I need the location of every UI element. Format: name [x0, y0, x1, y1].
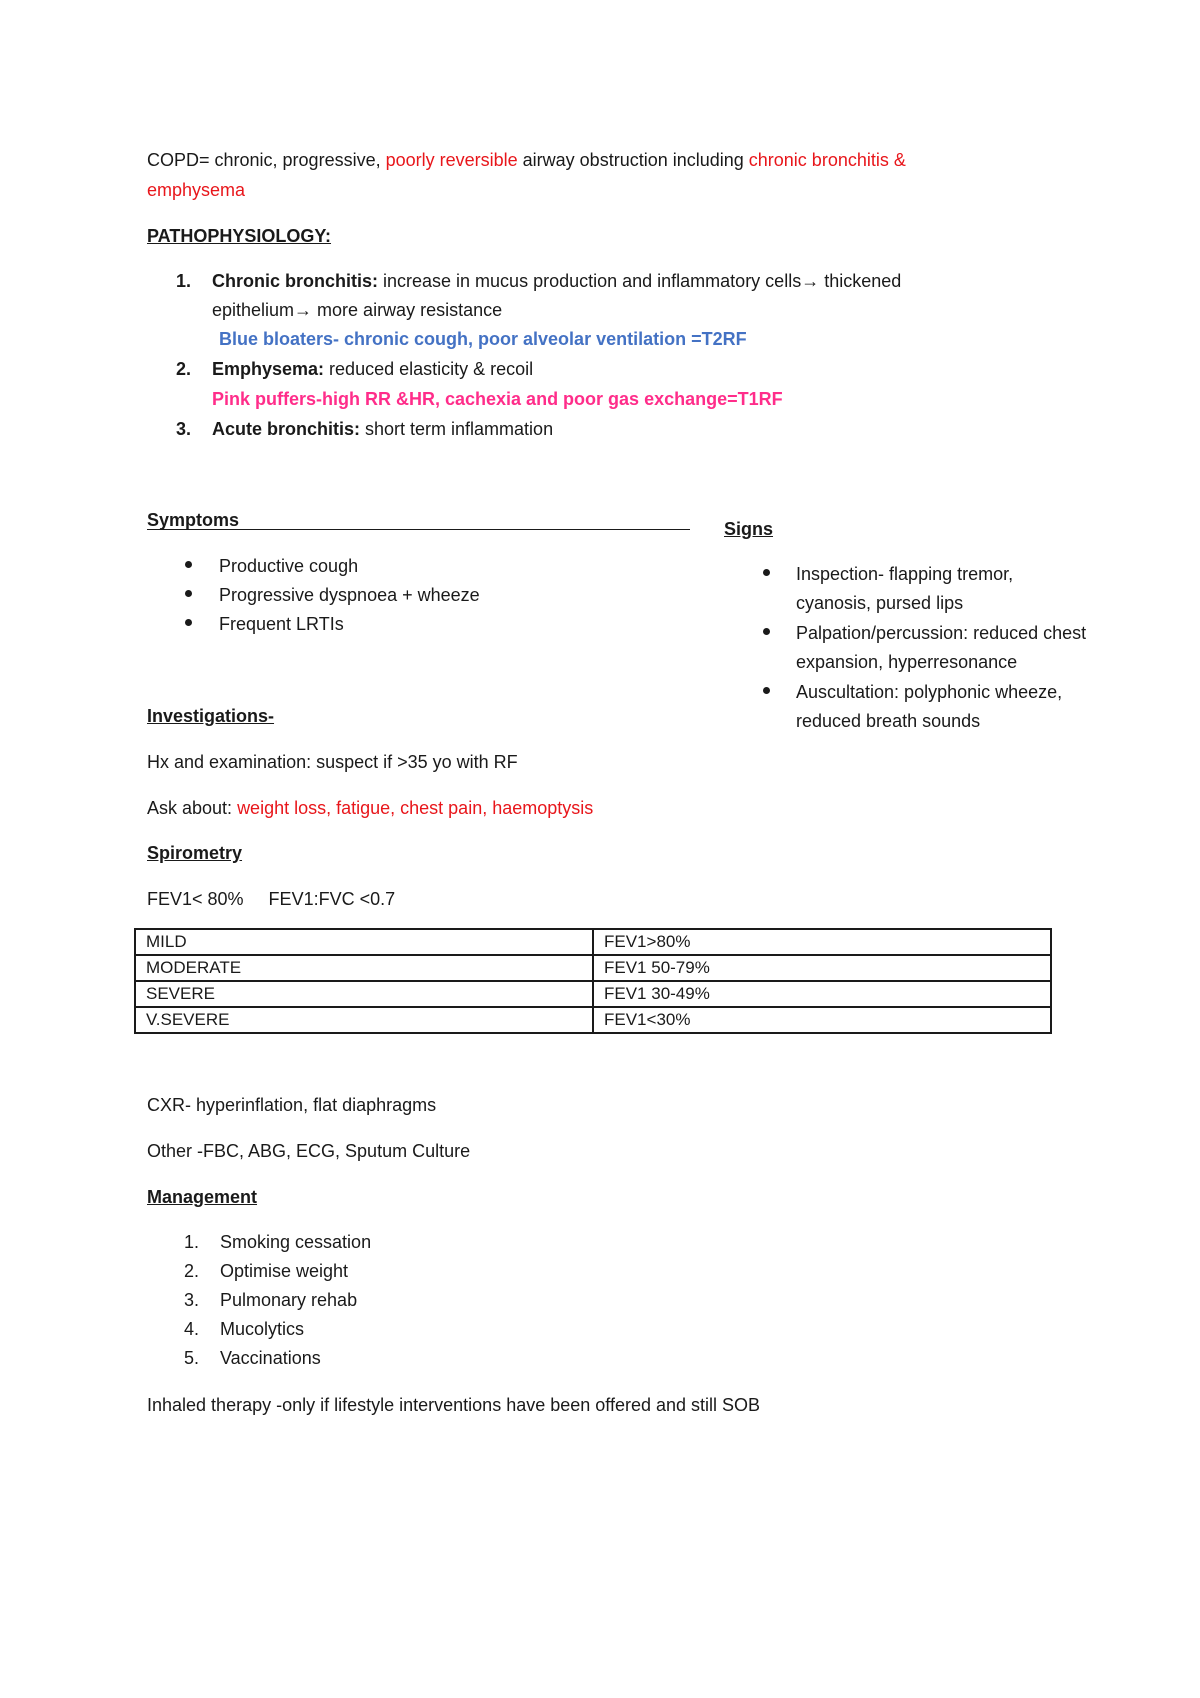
patho-item-2: [176, 358, 533, 380]
patho-heading: PATHOPHYSIOLOGY:: [147, 226, 332, 246]
item-text: Optimise weight: [220, 1261, 349, 1281]
item-number: 1.: [184, 1232, 200, 1252]
item-number: 4.: [184, 1319, 200, 1339]
value-cell: FEV1>80%: [593, 929, 1051, 955]
ask-label: Ask about:: [147, 798, 238, 818]
management-item: [184, 1260, 348, 1282]
symptom-item: Progressive dyspnoea + wheeze: [219, 585, 480, 605]
item-text: reduced elasticity & recoil: [324, 359, 534, 379]
management-item: [184, 1347, 321, 1369]
item-text: Smoking cessation: [220, 1232, 372, 1252]
sign-item-line-2: cyanosis, pursed lips: [796, 593, 964, 613]
bullet: [185, 590, 192, 597]
bullet: [185, 619, 192, 626]
management-item: [184, 1231, 371, 1253]
symptoms-heading: Symptoms: [147, 510, 240, 530]
item-number: 5.: [184, 1348, 200, 1368]
bullet: [763, 687, 770, 694]
symptom-item: Productive cough: [219, 556, 359, 576]
sign-item-line-1: Inspection- flapping tremor,: [796, 564, 1014, 584]
item-text: increase in mucus production and inflammatory cells→ thickened: [378, 271, 902, 291]
grade-cell: V.SEVERE: [135, 1007, 593, 1033]
sign-item-line-1: Palpation/percussion: reduced chest: [796, 623, 1087, 643]
item-number: 2.: [184, 1261, 200, 1281]
item-term: Chronic bronchitis:: [212, 271, 378, 291]
spirometry-criteria: FEV1< 80% FEV1:FVC <0.7: [147, 889, 396, 909]
inhaled-therapy-line: Inhaled therapy -only if lifestyle interventions have been offered and still SOB: [147, 1395, 761, 1415]
patho-item-1: [176, 270, 901, 292]
table-row: [135, 981, 1051, 1007]
item-number: 1.: [176, 271, 192, 291]
intro-text: COPD= chronic, progressive,: [147, 150, 386, 170]
intro-line-1: [147, 149, 906, 171]
ask-red-flags: weight loss, fatigue, chest pain, haemoptysis: [237, 798, 594, 818]
item-text: short term inflammation: [360, 419, 554, 439]
item-text: Pulmonary rehab: [220, 1290, 358, 1310]
symptoms-underline: [147, 529, 690, 530]
table-row: [135, 1007, 1051, 1033]
sign-item-line-2: expansion, hyperresonance: [796, 652, 1018, 672]
value-cell: FEV1 30-49%: [593, 981, 1051, 1007]
patho-item-1-sub: Blue bloaters- chronic cough, poor alveolar ventilation =T2RF: [219, 329, 747, 349]
item-term: Emphysema:: [212, 359, 325, 379]
intro-highlight: chronic bronchitis &: [748, 150, 906, 170]
bullet: [763, 628, 770, 635]
sign-item-line-1: Auscultation: polyphonic wheeze,: [796, 682, 1063, 702]
grade-cell: SEVERE: [135, 981, 593, 1007]
patho-item-3: [176, 418, 553, 440]
cxr-line: CXR- hyperinflation, flat diaphragms: [147, 1095, 437, 1115]
bullet: [185, 561, 192, 568]
bullet: [763, 569, 770, 576]
value-cell: FEV1<30%: [593, 1007, 1051, 1033]
item-term: Acute bronchitis:: [212, 419, 361, 439]
other-line: Other -FBC, ABG, ECG, Sputum Culture: [147, 1141, 471, 1161]
item-number: 3.: [184, 1290, 200, 1310]
sign-item-line-2: reduced breath sounds: [796, 711, 981, 731]
patho-item-2-sub: Pink puffers-high RR &HR, cachexia and poor gas exchange=T1RF: [212, 389, 783, 409]
intro-highlight: poorly reversible: [385, 150, 518, 170]
intro-line-2: emphysema: [147, 180, 246, 200]
symptom-item: Frequent LRTIs: [219, 614, 344, 634]
table-row: [135, 955, 1051, 981]
item-text: Vaccinations: [220, 1348, 321, 1368]
signs-heading: Signs: [724, 519, 774, 539]
table-row: [135, 929, 1051, 955]
severity-table: [134, 928, 1052, 1034]
investigations-heading: Investigations-: [147, 706, 275, 726]
patho-item-1-cont: epithelium→ more airway resistance: [212, 300, 503, 320]
grade-cell: MODERATE: [135, 955, 593, 981]
item-number: 2.: [176, 359, 192, 379]
grade-cell: MILD: [135, 929, 593, 955]
intro-text: airway obstruction including: [517, 150, 749, 170]
value-cell: FEV1 50-79%: [593, 955, 1051, 981]
hx-line: Hx and examination: suspect if >35 yo with RF: [147, 752, 518, 772]
management-item: [184, 1318, 304, 1340]
item-text: Mucolytics: [220, 1319, 305, 1339]
ask-about-line: [147, 797, 593, 819]
spirometry-heading: Spirometry: [147, 843, 243, 863]
item-number: 3.: [176, 419, 192, 439]
management-item: [184, 1289, 357, 1311]
management-heading: Management: [147, 1187, 258, 1207]
